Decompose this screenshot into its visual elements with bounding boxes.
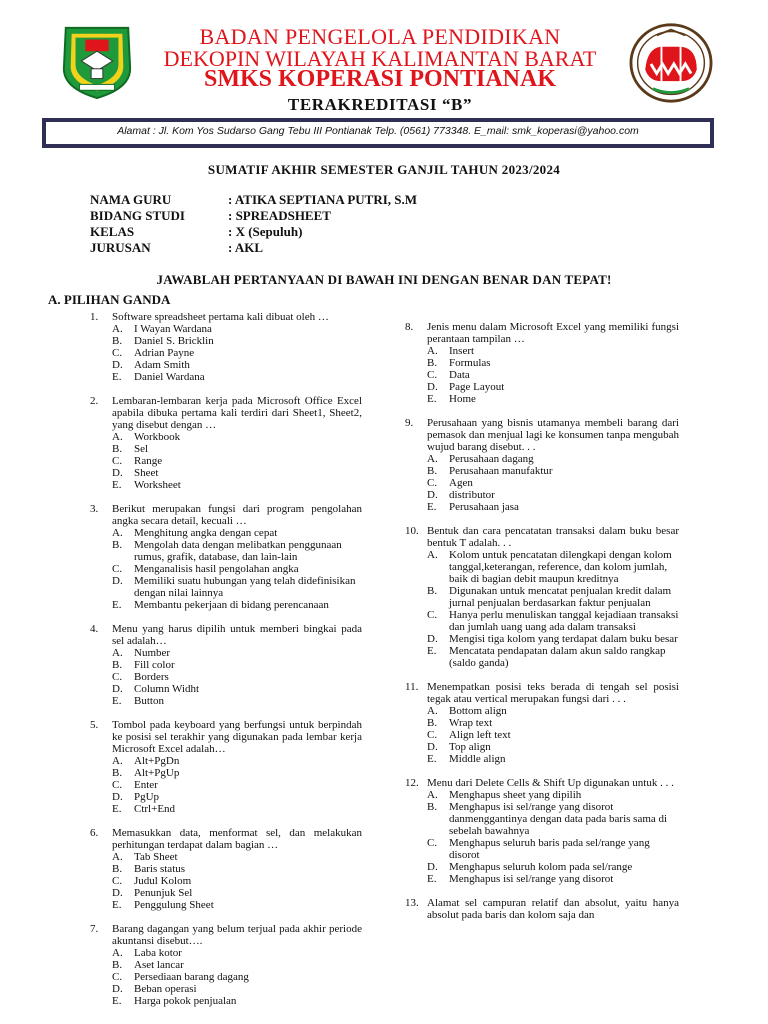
answer-option: [427, 789, 679, 801]
answer-option: [112, 971, 362, 983]
answer-option: [112, 527, 362, 539]
question-text: Tombol pada keyboard yang berfungsi untuk berpindah ke posisi sel terakhir yang digunakan pada lembar kerja Microsoft Excel adalah…: [112, 719, 362, 755]
question-text: Alamat sel campuran relatif dan absolut, yaitu hanya absolut pada baris dan kolom saja dan: [427, 897, 679, 921]
answer-option: [112, 947, 362, 959]
option-text: Judul Kolom: [134, 875, 192, 887]
answer-option: [427, 753, 679, 765]
option-letter: E.: [112, 899, 122, 911]
answer-option: [112, 371, 362, 383]
question-item: [405, 525, 679, 669]
option-text: Alt+PgDn: [134, 755, 180, 767]
option-text: Mengolah data dengan melibatkan penggunaan rumus, grafik, database, dan lain-lain: [134, 539, 342, 563]
option-text: Ctrl+End: [134, 803, 176, 815]
koperasi-logo: [628, 22, 714, 104]
question-text: Barang dagangan yang belum terjual pada akhir periode akuntansi disebut….: [112, 923, 362, 947]
question-text: Software spreadsheet pertama kali dibuat oleh …: [112, 311, 329, 323]
option-letter: D.: [427, 489, 438, 501]
option-letter: B.: [427, 801, 438, 813]
option-letter: A.: [427, 549, 438, 561]
option-text: Worksheet: [134, 479, 181, 491]
option-text: Top align: [449, 741, 491, 753]
question-text: Berikut merupakan fungsi dari program pengolahan angka secara detail, kecuali …: [112, 503, 362, 527]
option-text: Beban operasi: [134, 983, 197, 995]
answer-option: [112, 563, 362, 575]
option-text: Mencatata pendapatan dalam akun saldo rangkap (saldo ganda): [449, 645, 666, 669]
option-text: Button: [134, 695, 164, 707]
option-letter: D.: [427, 633, 438, 645]
info-value: : X (Sepuluh): [228, 224, 303, 239]
question-number: 6.: [90, 827, 99, 839]
option-letter: B.: [427, 465, 438, 477]
question-item: [90, 311, 362, 383]
option-letter: D.: [427, 381, 438, 393]
answer-option: [112, 455, 362, 467]
option-text: Tab Sheet: [134, 851, 178, 863]
answer-option: [112, 959, 362, 971]
school-address: Alamat : Jl. Kom Yos Sudarso Gang Tebu III Pontianak Telp. (0561) 773348. E_mail: smk_koperasi@yahoo.com: [117, 125, 639, 137]
option-letter: D.: [112, 683, 123, 695]
question-item: [405, 321, 679, 405]
option-text: Menghitung angka dengan cepat: [134, 527, 278, 539]
answer-option: [427, 501, 679, 513]
info-row: [90, 208, 417, 224]
option-text: Memiliki suatu hubungan yang telah didefinisikan dengan nilai lainnya: [134, 575, 356, 599]
answer-option: [112, 695, 362, 707]
option-text: Menghapus seluruh baris pada sel/range yang disorot: [449, 837, 650, 861]
question-item: [90, 719, 362, 815]
option-text: Mengisi tiga kolom yang terdapat dalam buku besar: [449, 633, 678, 645]
option-text: Harga pokok penjualan: [134, 995, 237, 1007]
question-text: Perusahaan yang bisnis utamanya membeli barang dari pemasok dan menjual lagi ke konsumen tanpa mengubah wujud barang disebut. . .: [427, 417, 679, 453]
option-letter: E.: [427, 393, 437, 405]
option-letter: A.: [112, 851, 123, 863]
answer-option: [112, 647, 362, 659]
option-text: I Wayan Wardana: [134, 323, 212, 335]
answer-option: [112, 683, 362, 695]
answer-option: [112, 431, 362, 443]
option-text: Data: [449, 369, 470, 381]
info-row: [90, 224, 417, 240]
option-letter: B.: [112, 863, 123, 875]
question-number: 1.: [90, 311, 99, 323]
option-text: Alt+PgUp: [134, 767, 180, 779]
option-letter: D.: [112, 467, 123, 479]
info-label: KELAS: [90, 224, 135, 239]
option-letter: B.: [112, 335, 123, 347]
answer-option: [427, 645, 679, 669]
option-text: Enter: [134, 779, 158, 791]
question-number: 3.: [90, 503, 99, 515]
option-text: Daniel S. Bricklin: [134, 335, 214, 347]
option-letter: A.: [112, 527, 123, 539]
question-item: [90, 923, 362, 1007]
option-letter: C.: [427, 369, 438, 381]
question-text: Lembaran-lembaran kerja pada Microsoft Office Excel apabila dibuka pertama kali terdiri dari Sheet1, Sheet2, yang disebut dengan …: [112, 395, 362, 431]
option-letter: A.: [112, 323, 123, 335]
option-text: Formulas: [449, 357, 491, 369]
option-letter: D.: [112, 359, 123, 371]
option-letter: E.: [112, 695, 122, 707]
option-letter: D.: [427, 861, 438, 873]
question-item: [90, 827, 362, 911]
option-text: PgUp: [134, 791, 160, 803]
question-text: Menempatkan posisi teks berada di tengah sel posisi tegak atau vertical merupakan fungsi dari . . .: [427, 681, 679, 705]
answer-option: [112, 983, 362, 995]
option-text: Fill color: [134, 659, 175, 671]
answer-option: [112, 359, 362, 371]
option-letter: E.: [112, 599, 122, 611]
option-letter: C.: [427, 477, 438, 489]
answer-option: [112, 335, 362, 347]
option-letter: C.: [427, 837, 438, 849]
question-item: [405, 417, 679, 513]
question-item: [90, 395, 362, 491]
option-text: Menghapus seluruh kolom pada sel/range: [449, 861, 633, 873]
answer-option: [112, 323, 362, 335]
answer-option: [427, 717, 679, 729]
address-box: [42, 118, 714, 148]
info-label: JURUSAN: [90, 240, 151, 255]
answer-option: [112, 671, 362, 683]
question-item: [90, 503, 362, 611]
exam-title: SUMATIF AKHIR SEMESTER GANJIL TAHUN 2023/2024: [207, 162, 561, 177]
answer-option: [112, 575, 362, 599]
option-text: Hanya perlu menuliskan tanggal kejadiaan transaksi dan jumlah uang uang ada dalam transaksi: [449, 609, 679, 633]
option-letter: E.: [112, 371, 122, 383]
option-text: Aset lancar: [134, 959, 184, 971]
answer-option: [427, 477, 679, 489]
option-letter: E.: [112, 803, 122, 815]
answer-option: [112, 875, 362, 887]
option-letter: D.: [427, 741, 438, 753]
info-row: [90, 192, 417, 208]
option-text: Workbook: [134, 431, 181, 443]
option-text: Membantu pekerjaan di bidang perencanaan: [134, 599, 329, 611]
option-text: Perusahaan manufaktur: [449, 465, 553, 477]
info-value: : ATIKA SEPTIANA PUTRI, S.M: [228, 192, 418, 207]
option-text: Adam Smith: [134, 359, 190, 371]
option-letter: C.: [112, 347, 123, 359]
option-text: Sel: [134, 443, 149, 455]
option-letter: A.: [112, 431, 123, 443]
option-text: Align left text: [449, 729, 511, 741]
option-letter: D.: [112, 887, 123, 899]
answer-option: [112, 443, 362, 455]
option-text: Sheet: [134, 467, 159, 479]
info-value: : AKL: [228, 240, 264, 255]
option-text: Menganalisis hasil pengolahan angka: [134, 563, 299, 575]
question-number: 12.: [405, 777, 419, 789]
option-letter: B.: [112, 767, 123, 779]
option-letter: C.: [427, 729, 438, 741]
answer-option: [427, 453, 679, 465]
info-value: : SPREADSHEET: [228, 208, 331, 223]
question-item: [405, 777, 679, 885]
option-text: Baris status: [134, 863, 186, 875]
answer-option: [112, 599, 362, 611]
question-text: Memasukkan data, menformat sel, dan melakukan perhitungan terdapat dalam bagian …: [112, 827, 362, 851]
option-letter: E.: [427, 501, 437, 513]
answer-option: [112, 659, 362, 671]
option-letter: C.: [112, 875, 123, 887]
answer-option: [112, 995, 362, 1007]
question-text: Bentuk dan cara pencatatan transaksi dalam buku besar bentuk T adalah. . .: [427, 525, 679, 549]
answer-option: [112, 851, 362, 863]
option-text: Insert: [449, 345, 475, 357]
question-number: 9.: [405, 417, 414, 429]
question-item: [90, 623, 362, 707]
option-text: Home: [449, 393, 476, 405]
question-number: 5.: [90, 719, 99, 731]
section-heading: A. PILIHAN GANDA: [48, 292, 171, 307]
answer-option: [112, 347, 362, 359]
question-text: Menu yang harus dipilih untuk memberi bingkai pada sel adalah…: [112, 623, 362, 647]
option-letter: B.: [112, 659, 123, 671]
option-text: Kolom untuk pencatatan dilengkapi dengan kolom tanggal,keterangan, reference, dan kolom jumlah, baik di bagian debit maupun kreditnya: [449, 549, 672, 585]
option-text: Laba kotor: [134, 947, 182, 959]
option-text: Bottom align: [449, 705, 507, 717]
answer-option: [427, 585, 679, 609]
question-number: 7.: [90, 923, 99, 935]
answer-option: [427, 609, 679, 633]
option-text: Agen: [449, 477, 473, 489]
answer-option: [112, 887, 362, 899]
option-text: Borders: [134, 671, 169, 683]
answer-option: [112, 467, 362, 479]
option-letter: E.: [427, 645, 437, 657]
option-letter: B.: [112, 443, 123, 455]
info-row: [90, 240, 417, 256]
option-letter: C.: [112, 779, 123, 791]
header-line-1: BADAN PENGELOLA PENDIDIKAN: [199, 24, 561, 49]
answer-option: [427, 357, 679, 369]
answer-option: [427, 393, 679, 405]
question-number: 4.: [90, 623, 99, 635]
option-letter: C.: [112, 563, 123, 575]
option-text: Adrian Payne: [134, 347, 195, 359]
answer-option: [112, 803, 362, 815]
option-letter: A.: [112, 947, 123, 959]
option-text: Daniel Wardana: [134, 371, 205, 383]
option-text: Middle align: [449, 753, 506, 765]
option-letter: A.: [112, 755, 123, 767]
option-letter: E.: [112, 479, 122, 491]
option-text: Menghapus sheet yang dipilih: [449, 789, 582, 801]
answer-option: [112, 755, 362, 767]
answer-option: [427, 549, 679, 585]
option-text: Perusahaan jasa: [449, 501, 519, 513]
option-text: Range: [134, 455, 163, 467]
answer-option: [112, 779, 362, 791]
header-line-2: DEKOPIN WILAYAH KALIMANTAN BARAT: [163, 46, 597, 71]
answer-option: [112, 863, 362, 875]
option-text: Menghapus isi sel/range yang disorot danmenggantinya dengan data pada baris sama di sebelah bawahnya: [449, 801, 668, 837]
option-letter: A.: [427, 453, 438, 465]
answer-option: [112, 479, 362, 491]
question-number: 10.: [405, 525, 419, 537]
answer-option: [427, 837, 679, 861]
answer-option: [427, 345, 679, 357]
answer-option: [427, 369, 679, 381]
option-letter: C.: [112, 971, 123, 983]
option-letter: D.: [112, 791, 123, 803]
exam-info: [90, 192, 417, 256]
option-letter: E.: [427, 753, 437, 765]
option-letter: B.: [427, 357, 438, 369]
option-letter: B.: [427, 585, 438, 597]
option-text: Number: [134, 647, 171, 659]
option-text: Wrap text: [449, 717, 493, 729]
answer-option: [427, 729, 679, 741]
question-number: 8.: [405, 321, 414, 333]
answer-option: [112, 767, 362, 779]
answer-option: [427, 861, 679, 873]
answer-option: [427, 633, 679, 645]
option-text: distributor: [449, 489, 495, 501]
school-name: SMKS KOPERASI PONTIANAK: [203, 66, 557, 92]
option-letter: D.: [112, 575, 123, 587]
question-number: 11.: [405, 681, 419, 693]
answer-option: [427, 705, 679, 717]
instruction: JAWABLAH PERTANYAAN DI BAWAH INI DENGAN BENAR DAN TEPAT!: [156, 272, 612, 287]
option-letter: B.: [112, 959, 123, 971]
answer-option: [112, 899, 362, 911]
question-text: Menu dari Delete Cells & Shift Up digunakan untuk . . .: [427, 777, 674, 789]
option-letter: C.: [112, 455, 123, 467]
answer-option: [112, 791, 362, 803]
question-item: [405, 681, 679, 765]
question-column-left: [90, 311, 362, 1019]
option-text: Menghapus isi sel/range yang disorot: [449, 873, 614, 885]
option-text: Penggulung Sheet: [134, 899, 214, 911]
question-text: Jenis menu dalam Microsoft Excel yang memiliki fungsi perantaan tampilan …: [427, 321, 679, 345]
answer-option: [427, 381, 679, 393]
option-text: Page Layout: [449, 381, 505, 393]
option-letter: A.: [427, 705, 438, 717]
option-text: Perusahaan dagang: [449, 453, 534, 465]
option-letter: C.: [427, 609, 438, 621]
option-text: Column Widht: [134, 683, 200, 695]
accreditation: TERAKREDITASI “B”: [287, 95, 473, 114]
option-letter: D.: [112, 983, 123, 995]
question-column-right: [405, 321, 679, 933]
answer-option: [427, 465, 679, 477]
option-letter: A.: [427, 345, 438, 357]
option-text: Penunjuk Sel: [134, 887, 193, 899]
kalbar-emblem-logo: [58, 22, 136, 100]
answer-option: [427, 741, 679, 753]
option-letter: C.: [112, 671, 123, 683]
answer-option: [427, 873, 679, 885]
option-letter: E.: [427, 873, 437, 885]
info-label: BIDANG STUDI: [90, 208, 185, 223]
info-label: NAMA GURU: [90, 192, 172, 207]
question-number: 2.: [90, 395, 99, 407]
answer-option: [112, 539, 362, 563]
answer-option: [427, 801, 679, 837]
option-letter: A.: [112, 647, 123, 659]
option-letter: A.: [427, 789, 438, 801]
question-item: [405, 897, 679, 921]
answer-option: [427, 489, 679, 501]
option-letter: E.: [112, 995, 122, 1007]
question-number: 13.: [405, 897, 419, 909]
option-letter: B.: [112, 539, 123, 551]
option-letter: B.: [427, 717, 438, 729]
option-text: Digunakan untuk mencatat penjualan kredit dalam jurnal penjualan berdasarkan faktur penjualan: [449, 585, 672, 609]
option-text: Persediaan barang dagang: [134, 971, 249, 983]
